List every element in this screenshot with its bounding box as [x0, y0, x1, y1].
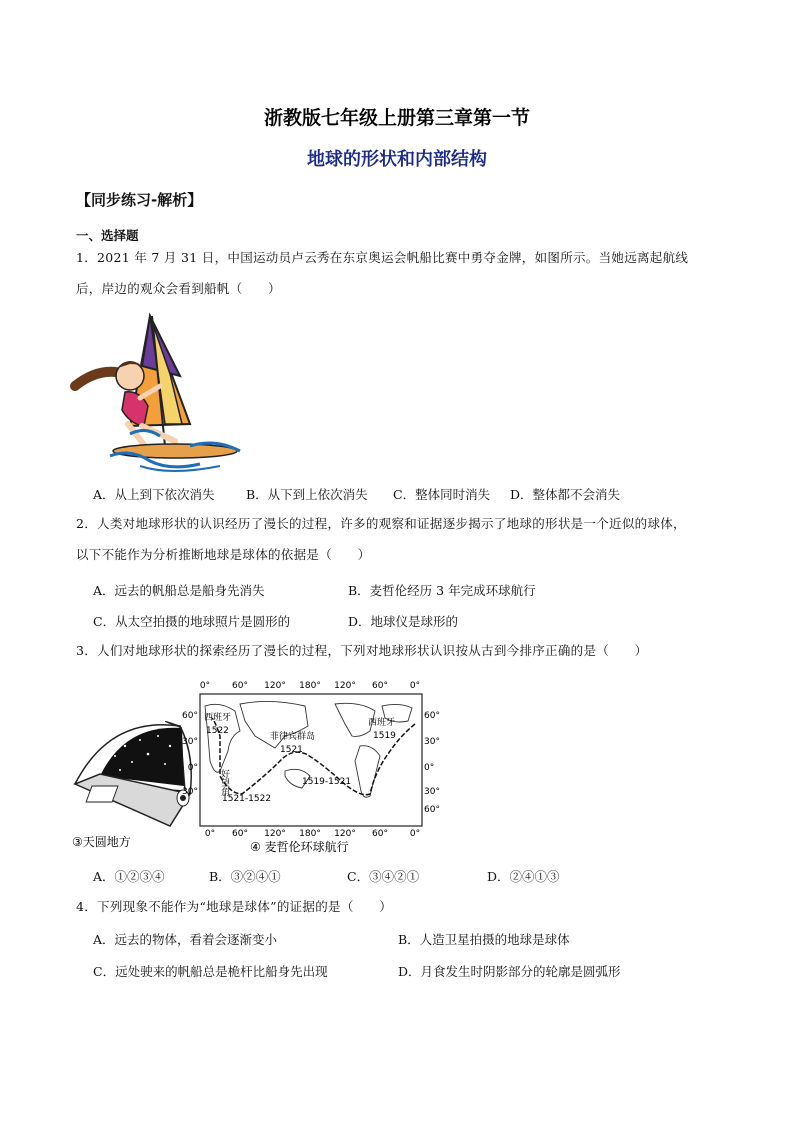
lat-left: 60° — [182, 711, 198, 721]
q2-option-d[interactable]: D．地球仪是球形的 — [348, 614, 459, 629]
part-heading: 一、选择题 — [76, 228, 139, 243]
world-map-frame — [200, 694, 422, 826]
label-1522: 1522 — [206, 726, 229, 736]
lat-right: 30° — [424, 787, 440, 797]
label-1521: 1521 — [280, 745, 303, 755]
lon-top: 60° — [232, 681, 248, 691]
q1-option-d[interactable]: D．整体都不会消失 — [510, 487, 621, 502]
q3-option-a[interactable]: A．①②③④ — [93, 869, 165, 884]
lon-top: 60° — [372, 681, 388, 691]
question-4-line-1: 4．下列现象不能作为“地球是球体”的证据的是（ ） — [76, 899, 393, 914]
question-2-line-2: 以下不能作为分析推断地球是球体的依据是（ ） — [76, 547, 371, 562]
q4-option-a[interactable]: A．远去的物体，看着会逐渐变小 — [93, 932, 278, 947]
dome-illustration — [75, 721, 191, 826]
question-1 — [76, 242, 726, 304]
section-heading: 【同步练习-解析】 — [76, 191, 203, 209]
lat-right: 60° — [424, 805, 440, 815]
lat-right: 30° — [424, 737, 440, 747]
lon-bottom: 60° — [372, 829, 388, 839]
q1-option-b[interactable]: B．从下到上依次消失 — [246, 487, 368, 502]
q2-option-b[interactable]: B．麦哲伦经历 3 年完成环球航行 — [348, 583, 536, 598]
q1-option-c[interactable]: C．整体同时消失 — [393, 487, 491, 502]
q2-option-c[interactable]: C．从太空拍摄的地球照片是圆形的 — [93, 614, 291, 629]
label-cape: 好望角 — [219, 769, 229, 796]
q3-option-d[interactable]: D．②④①③ — [487, 869, 560, 884]
question-3-figure — [70, 676, 440, 856]
lon-top: 0° — [409, 681, 421, 691]
label-1519-1521: 1519-1521 — [302, 777, 352, 787]
lon-top: 120° — [264, 681, 286, 691]
q4-option-c[interactable]: C．远处驶来的帆船总是桅杆比船身先出现 — [93, 964, 328, 979]
question-3 — [76, 635, 726, 666]
lon-bottom: 120° — [264, 829, 286, 839]
question-1-line-2: 后，岸边的观众会看到船帆（ ） — [76, 281, 281, 296]
lon-bottom: 0° — [409, 829, 421, 839]
document-subtitle: 地球的形状和内部结构 — [307, 149, 487, 170]
label-spain-left: 西班牙 — [204, 713, 232, 723]
label-philippines: 菲律宾群岛 — [270, 732, 316, 742]
q1-option-a[interactable]: A．从上到下依次消失 — [93, 487, 215, 502]
lat-left: 30° — [182, 787, 198, 797]
label-1519: 1519 — [373, 731, 396, 741]
question-1-line-1: 1．2021 年 7 月 31 日，中国运动员卢云秀在东京奥运会帆船比赛中勇夺金牌，如图所示。当她远离起航线 — [76, 250, 689, 265]
caption-left: ③天圆地方 — [72, 835, 131, 849]
q3-option-b[interactable]: B．③②④① — [209, 869, 281, 884]
lon-bottom: 180° — [299, 829, 321, 839]
lon-bottom: 0° — [204, 829, 216, 839]
q3-option-c[interactable]: C．③④②① — [347, 869, 420, 884]
lon-top: 0° — [199, 681, 211, 691]
windsurfer-illustration — [70, 306, 250, 476]
q4-option-b[interactable]: B．人造卫星拍摄的地球是球体 — [398, 932, 570, 947]
lon-bottom: 120° — [334, 829, 356, 839]
document-title: 浙教版七年级上册第三章第一节 — [263, 107, 530, 129]
question-4 — [76, 891, 726, 922]
lon-top: 180° — [299, 681, 321, 691]
question-2 — [76, 508, 726, 570]
q2-option-a[interactable]: A．远去的帆船总是船身先消失 — [93, 583, 265, 598]
lat-right: 0° — [424, 763, 435, 773]
label-1521-1522: 1521-1522 — [222, 794, 272, 804]
label-spain-right: 西班牙 — [368, 718, 396, 728]
lat-right: 60° — [424, 711, 440, 721]
lon-bottom: 60° — [232, 829, 248, 839]
lat-left: 0° — [187, 763, 198, 773]
question-2-line-1: 2．人类对地球形状的认识经历了漫长的过程，许多的观察和证据逐步揭示了地球的形状是一个近似的球体， — [76, 516, 686, 531]
question-3-line-1: 3．人们对地球形状的探索经历了漫长的过程，下列对地球形状认识按从古到今排序正确的是（ ） — [76, 643, 648, 658]
lat-left: 30° — [182, 737, 198, 747]
caption-right: ④ 麦哲伦环球航行 — [250, 840, 349, 854]
q4-option-d[interactable]: D．月食发生时阴影部分的轮廓是圆弧形 — [398, 964, 621, 979]
lon-top: 120° — [334, 681, 356, 691]
